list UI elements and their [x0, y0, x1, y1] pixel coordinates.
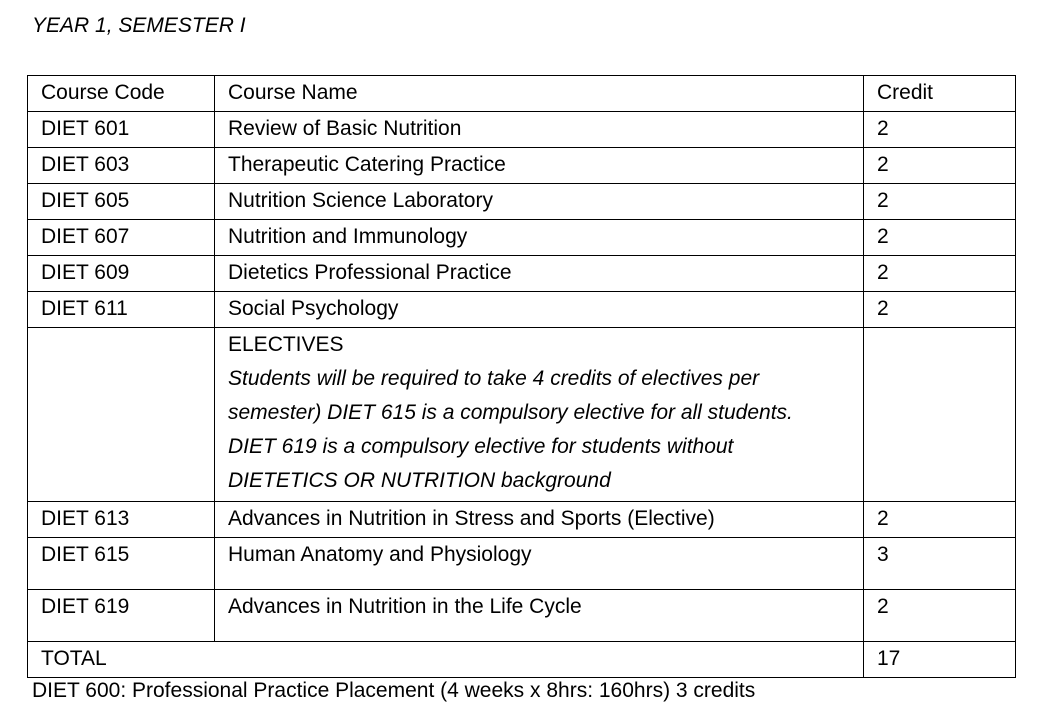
course-name: Review of Basic Nutrition: [215, 112, 864, 148]
course-code: DIET 615: [28, 538, 215, 590]
electives-note: Students will be required to take 4 credits of electives per semester) DIET 615 is a compulsory elective for all students. DIET 619 is a compulsory elective for students without DIETETICS OR NUTRITION background: [228, 367, 793, 492]
course-code: DIET 613: [28, 502, 215, 538]
course-credit: 2: [864, 292, 1016, 328]
course-code: DIET 605: [28, 184, 215, 220]
course-credit: 2: [864, 112, 1016, 148]
course-code: DIET 611: [28, 292, 215, 328]
total-credit: 17: [864, 642, 1016, 678]
course-name: Nutrition and Immunology: [215, 220, 864, 256]
course-name: Therapeutic Catering Practice: [215, 148, 864, 184]
course-table: [27, 75, 1016, 678]
course-credit: 2: [864, 256, 1016, 292]
course-name: Dietetics Professional Practice: [215, 256, 864, 292]
total-label: TOTAL: [28, 642, 864, 678]
course-code: DIET 607: [28, 220, 215, 256]
table-row: [28, 220, 1016, 256]
header-credit: Credit: [864, 76, 1016, 112]
course-name: Advances in Nutrition in the Life Cycle: [215, 590, 864, 642]
placement-note: DIET 600: Professional Practice Placement (4 weeks x 8hrs: 160hrs) 3 credits: [32, 679, 756, 702]
header-course-name: Course Name: [215, 76, 864, 112]
table-row: [28, 184, 1016, 220]
course-name: Advances in Nutrition in Stress and Sports (Elective): [215, 502, 864, 538]
table-row: [28, 502, 1016, 538]
course-name: Social Psychology: [215, 292, 864, 328]
course-credit: 2: [864, 502, 1016, 538]
electives-row: [28, 328, 1016, 502]
table-row: [28, 590, 1016, 642]
electives-title: ELECTIVES: [228, 333, 344, 356]
course-credit: 2: [864, 590, 1016, 642]
table-row: [28, 112, 1016, 148]
electives-cell: [215, 328, 864, 502]
electives-code-cell: [28, 328, 215, 502]
table-row: [28, 538, 1016, 590]
course-credit: 2: [864, 148, 1016, 184]
course-code: DIET 603: [28, 148, 215, 184]
table-row: [28, 256, 1016, 292]
course-code: DIET 601: [28, 112, 215, 148]
course-code: DIET 619: [28, 590, 215, 642]
table-row: [28, 148, 1016, 184]
course-credit: 2: [864, 220, 1016, 256]
total-row: [28, 642, 1016, 678]
electives-credit-cell: [864, 328, 1016, 502]
table-header-row: [28, 76, 1016, 112]
course-code: DIET 609: [28, 256, 215, 292]
header-course-code: Course Code: [28, 76, 215, 112]
semester-heading: YEAR 1, SEMESTER I: [32, 14, 246, 37]
course-name: Nutrition Science Laboratory: [215, 184, 864, 220]
table-row: [28, 292, 1016, 328]
course-name: Human Anatomy and Physiology: [215, 538, 864, 590]
course-credit: 2: [864, 184, 1016, 220]
course-credit: 3: [864, 538, 1016, 590]
